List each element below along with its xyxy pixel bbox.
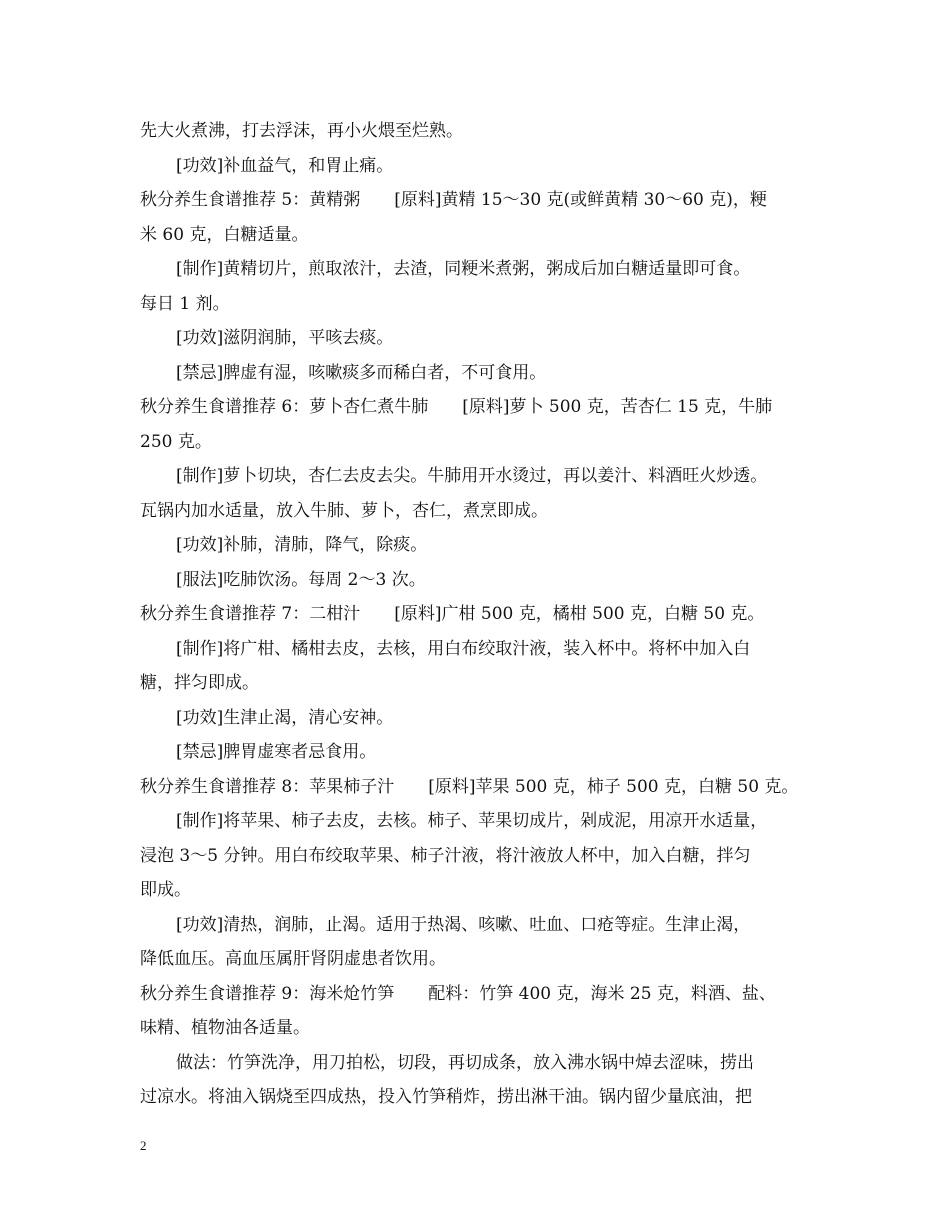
text-line: 秋分养生食谱推荐 6：萝卜杏仁煮牛肺 [原料]萝卜 500 克，苦杏仁 15 克，牛肺 bbox=[140, 397, 773, 417]
text-line: 做法：竹笋洗净，用刀拍松，切段，再切成条，放入沸水锅中焯去涩味，捞出 bbox=[176, 1052, 754, 1073]
text-line: [功效]补血益气，和胃止痛。 bbox=[176, 155, 394, 176]
text-line: 每日 1 剂。 bbox=[140, 293, 230, 314]
text-line: 糖，拌匀即成。 bbox=[140, 673, 259, 693]
text-line: 降低血压。高血压属肝肾阴虚患者饮用。 bbox=[140, 949, 446, 969]
text-line: 秋分养生食谱推荐 8：苹果柿子汁 [原料]苹果 500 克，柿子 500 克，白糖 50 克。 bbox=[140, 776, 799, 797]
text-line: [禁忌]脾胃虚寒者忌食用。 bbox=[176, 742, 377, 762]
text-line: 秋分养生食谱推荐 7：二柑汁 [原料]广柑 500 克，橘柑 500 克，白糖 50 克。 bbox=[140, 604, 765, 624]
text-line: [功效]补肺，清肺，降气，除痰。 bbox=[176, 535, 428, 555]
text-line: 秋分养生食谱推荐 9：海米炝竹笋 配料：竹笋 400 克，海米 25 克，料酒、盐、 bbox=[140, 983, 776, 1004]
text-line: [功效]滋阴润肺，平咳去痰。 bbox=[176, 328, 394, 348]
text-line: 过凉水。将油入锅烧至四成热，投入竹笋稍炸，捞出淋干油。锅内留少量底油，把 bbox=[140, 1087, 752, 1107]
text-line: 250 克。 bbox=[140, 431, 212, 452]
text-line: 秋分养生食谱推荐 5：黄精粥 [原料]黄精 15～30 克(或鲜黄精 30～60 克)，粳 bbox=[140, 190, 767, 210]
text-line: [制作]萝卜切块，杏仁去皮去尖。牛肺用开水烫过，再以姜汁、料酒旺火炒透。 bbox=[176, 466, 768, 486]
text-line: [禁忌]脾虚有湿，咳嗽痰多而稀白者，不可食用。 bbox=[176, 362, 547, 383]
text-line: 即成。 bbox=[140, 880, 191, 900]
text-line: [功效]清热，润肺，止渴。适用于热渴、咳嗽、吐血、口疮等症。生津止渴， bbox=[176, 914, 751, 935]
document-body bbox=[140, 114, 826, 1115]
text-line: [制作]将广柑、橘柑去皮，去核，用白布绞取汁液，装入杯中。将杯中加入白 bbox=[176, 638, 751, 659]
text-line: [制作]黄精切片，煎取浓汁，去渣，同粳米煮粥，粥成后加白糖适量即可食。 bbox=[176, 259, 751, 279]
text-line: 味精、植物油各适量。 bbox=[140, 1018, 310, 1038]
text-line: [服法]吃肺饮汤。每周 2～3 次。 bbox=[176, 569, 426, 590]
text-line: 浸泡 3～5 分钟。用白布绞取苹果、柿子汁液，将汁液放人杯中，加入白糖，拌匀 bbox=[140, 845, 751, 866]
text-line: [制作]将苹果、柿子去皮，去核。柿子、苹果切成片，剁成泥，用凉开水适量， bbox=[176, 811, 768, 831]
text-line: 瓦锅内加水适量，放入牛肺、萝卜，杏仁，煮烹即成。 bbox=[140, 500, 548, 521]
text-line: 米 60 克，白糖适量。 bbox=[140, 224, 309, 245]
text-line: 先大火煮沸，打去浮沫，再小火煨至烂熟。 bbox=[140, 121, 463, 141]
page-number: 2 bbox=[140, 1138, 147, 1153]
text-line: [功效]生津止渴，清心安神。 bbox=[176, 707, 394, 728]
